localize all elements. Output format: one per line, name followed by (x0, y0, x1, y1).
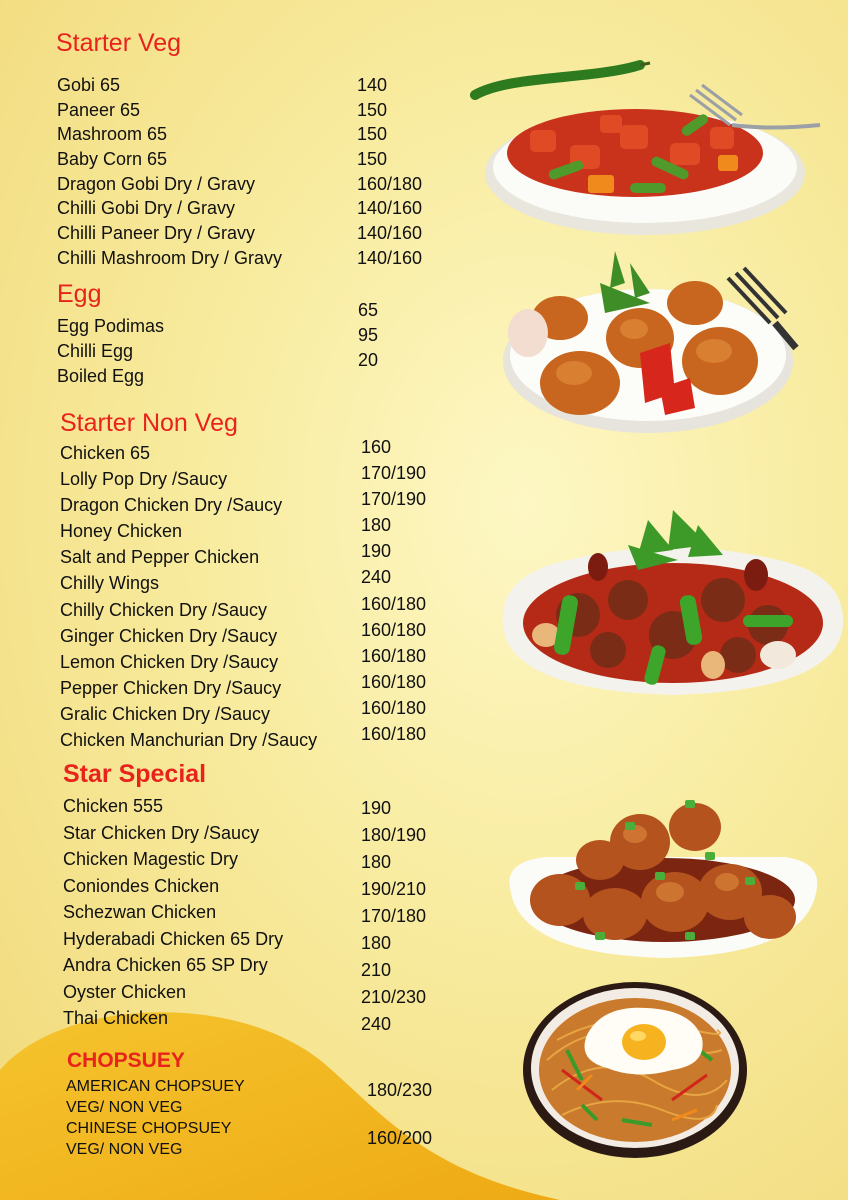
starter-veg-prices (357, 76, 422, 274)
menu-item-name: Thai Chicken (63, 1008, 169, 1028)
menu-item-name: Chilli Paneer Dry / Gravy (57, 223, 256, 244)
menu-item-price: 160/180 (361, 697, 427, 718)
menu-item-name: Lemon Chicken Dry /Saucy (60, 651, 279, 672)
menu-item-price: 160 (361, 437, 392, 457)
menu-item-price: 240 (361, 1014, 392, 1034)
menu-item-name: Paneer 65 (57, 99, 141, 120)
section-title-starter-non-veg: Starter Non Veg (60, 409, 238, 437)
menu-item-price: 190 (361, 798, 392, 818)
chopsuey-bowl-image (522, 980, 752, 1160)
menu-item-price: 150 (357, 149, 388, 170)
menu-item-price: 160/180 (361, 645, 427, 666)
menu-item-price: 160/180 (357, 173, 423, 194)
chopsuey-names (66, 1079, 245, 1163)
menu-item-name: Star Chicken Dry /Saucy (63, 822, 260, 843)
section-title-star-special: Star Special (63, 760, 207, 788)
egg-names (57, 317, 164, 392)
menu-item-price: 180/230 (367, 1080, 433, 1100)
starter-veg-names (57, 76, 282, 274)
menu-item-name: Baby Corn 65 (57, 149, 168, 170)
starter-non-veg-prices (361, 438, 426, 751)
menu-item-name: VEG/ NON VEG (66, 1141, 183, 1158)
menu-item-name: Schezwan Chicken (63, 902, 217, 922)
chilli-paneer-dish-image (470, 55, 830, 240)
menu-item-price: 65 (358, 300, 379, 320)
chilly-chicken-dish-image (498, 505, 848, 700)
menu-item-name: Salt and Pepper Chicken (60, 547, 260, 568)
menu-item-name: Chilly Wings (60, 573, 160, 594)
menu-item-price: 140/160 (357, 198, 423, 219)
menu-item-name: Chicken Magestic Dry (63, 849, 239, 869)
menu-item-name: Andra Chicken 65 SP Dry (63, 955, 268, 975)
menu-item-price: 170/180 (361, 906, 427, 926)
menu-item-price: 190/210 (361, 879, 427, 899)
menu-item-name: AMERICAN CHOPSUEY (66, 1078, 245, 1095)
chilli-egg-dish-image (500, 243, 800, 438)
section-title-egg: Egg (57, 280, 102, 308)
menu-item-name: Pepper Chicken Dry /Saucy (60, 677, 282, 698)
menu-item-name: Gralic Chicken Dry /Saucy (60, 703, 271, 724)
star-special-names (63, 797, 283, 1036)
menu-item-name: Coniondes Chicken (63, 875, 220, 896)
egg-prices (358, 301, 378, 376)
menu-item-name: Chicken 555 (63, 796, 164, 816)
chopsuey-prices (367, 1081, 432, 1149)
menu-item-price: 20 (358, 350, 379, 370)
menu-item-price: 170/190 (361, 463, 427, 484)
starter-non-veg-names (60, 444, 317, 757)
menu-item-name: Chicken Manchurian Dry /Saucy (60, 730, 318, 751)
menu-item-price: 140/160 (357, 247, 423, 268)
menu-item-price: 180 (361, 933, 392, 953)
menu-item-name: Dragon Chicken Dry /Saucy (60, 495, 283, 516)
menu-item-price: 150 (357, 124, 388, 145)
menu-item-name: Ginger Chicken Dry /Saucy (60, 625, 278, 646)
menu-item-name: Chilli Mashroom Dry / Gravy (57, 247, 283, 268)
menu-item-price: 180 (361, 515, 392, 536)
menu-item-price: 180/190 (361, 825, 427, 845)
menu-item-price: 160/180 (361, 619, 427, 640)
menu-item-name: Chilli Gobi Dry / Gravy (57, 198, 236, 219)
menu-item-price: 210/230 (361, 987, 427, 1007)
menu-item-price: 160/180 (361, 724, 427, 745)
menu-item-price: 140/160 (357, 223, 423, 244)
section-title-chopsuey: CHOPSUEY (67, 1049, 185, 1072)
menu-item-name: Honey Chicken (60, 521, 183, 542)
menu-item-price: 95 (358, 325, 379, 345)
menu-item-name: Gobi 65 (57, 75, 121, 95)
menu-item-price: 240 (361, 567, 392, 588)
menu-item-name: Boiled Egg (57, 366, 145, 386)
menu-item-name: Lolly Pop Dry /Saucy (60, 469, 228, 490)
menu-item-name: Chilly Chicken Dry /Saucy (60, 599, 268, 620)
menu-item-price: 160/200 (367, 1128, 433, 1148)
menu-item-name: VEG/ NON VEG (66, 1099, 183, 1116)
menu-item-name: Chicken 65 (60, 443, 151, 463)
menu-item-name: Egg Podimas (57, 316, 165, 336)
menu-item-price: 140 (357, 75, 388, 95)
chicken-manchurian-dish-image (505, 782, 820, 962)
menu-item-name: Hyderabadi Chicken 65 Dry (63, 928, 284, 949)
menu-item-price: 210 (361, 960, 392, 980)
menu-item-price: 190 (361, 541, 392, 562)
menu-item-name: Dragon Gobi Dry / Gravy (57, 173, 256, 194)
menu-item-name: CHINESE CHOPSUEY (66, 1120, 232, 1137)
menu-item-price: 160/180 (361, 593, 427, 614)
menu-item-name: Mashroom 65 (57, 124, 168, 145)
section-title-starter-veg: Starter Veg (56, 29, 182, 57)
menu-item-price: 180 (361, 852, 392, 872)
menu-item-name: Oyster Chicken (63, 981, 187, 1002)
menu-item-price: 160/180 (361, 671, 427, 692)
menu-item-price: 170/190 (361, 489, 427, 510)
star-special-prices (361, 799, 426, 1042)
menu-item-name: Chilli Egg (57, 341, 134, 361)
menu-item-price: 150 (357, 99, 388, 120)
